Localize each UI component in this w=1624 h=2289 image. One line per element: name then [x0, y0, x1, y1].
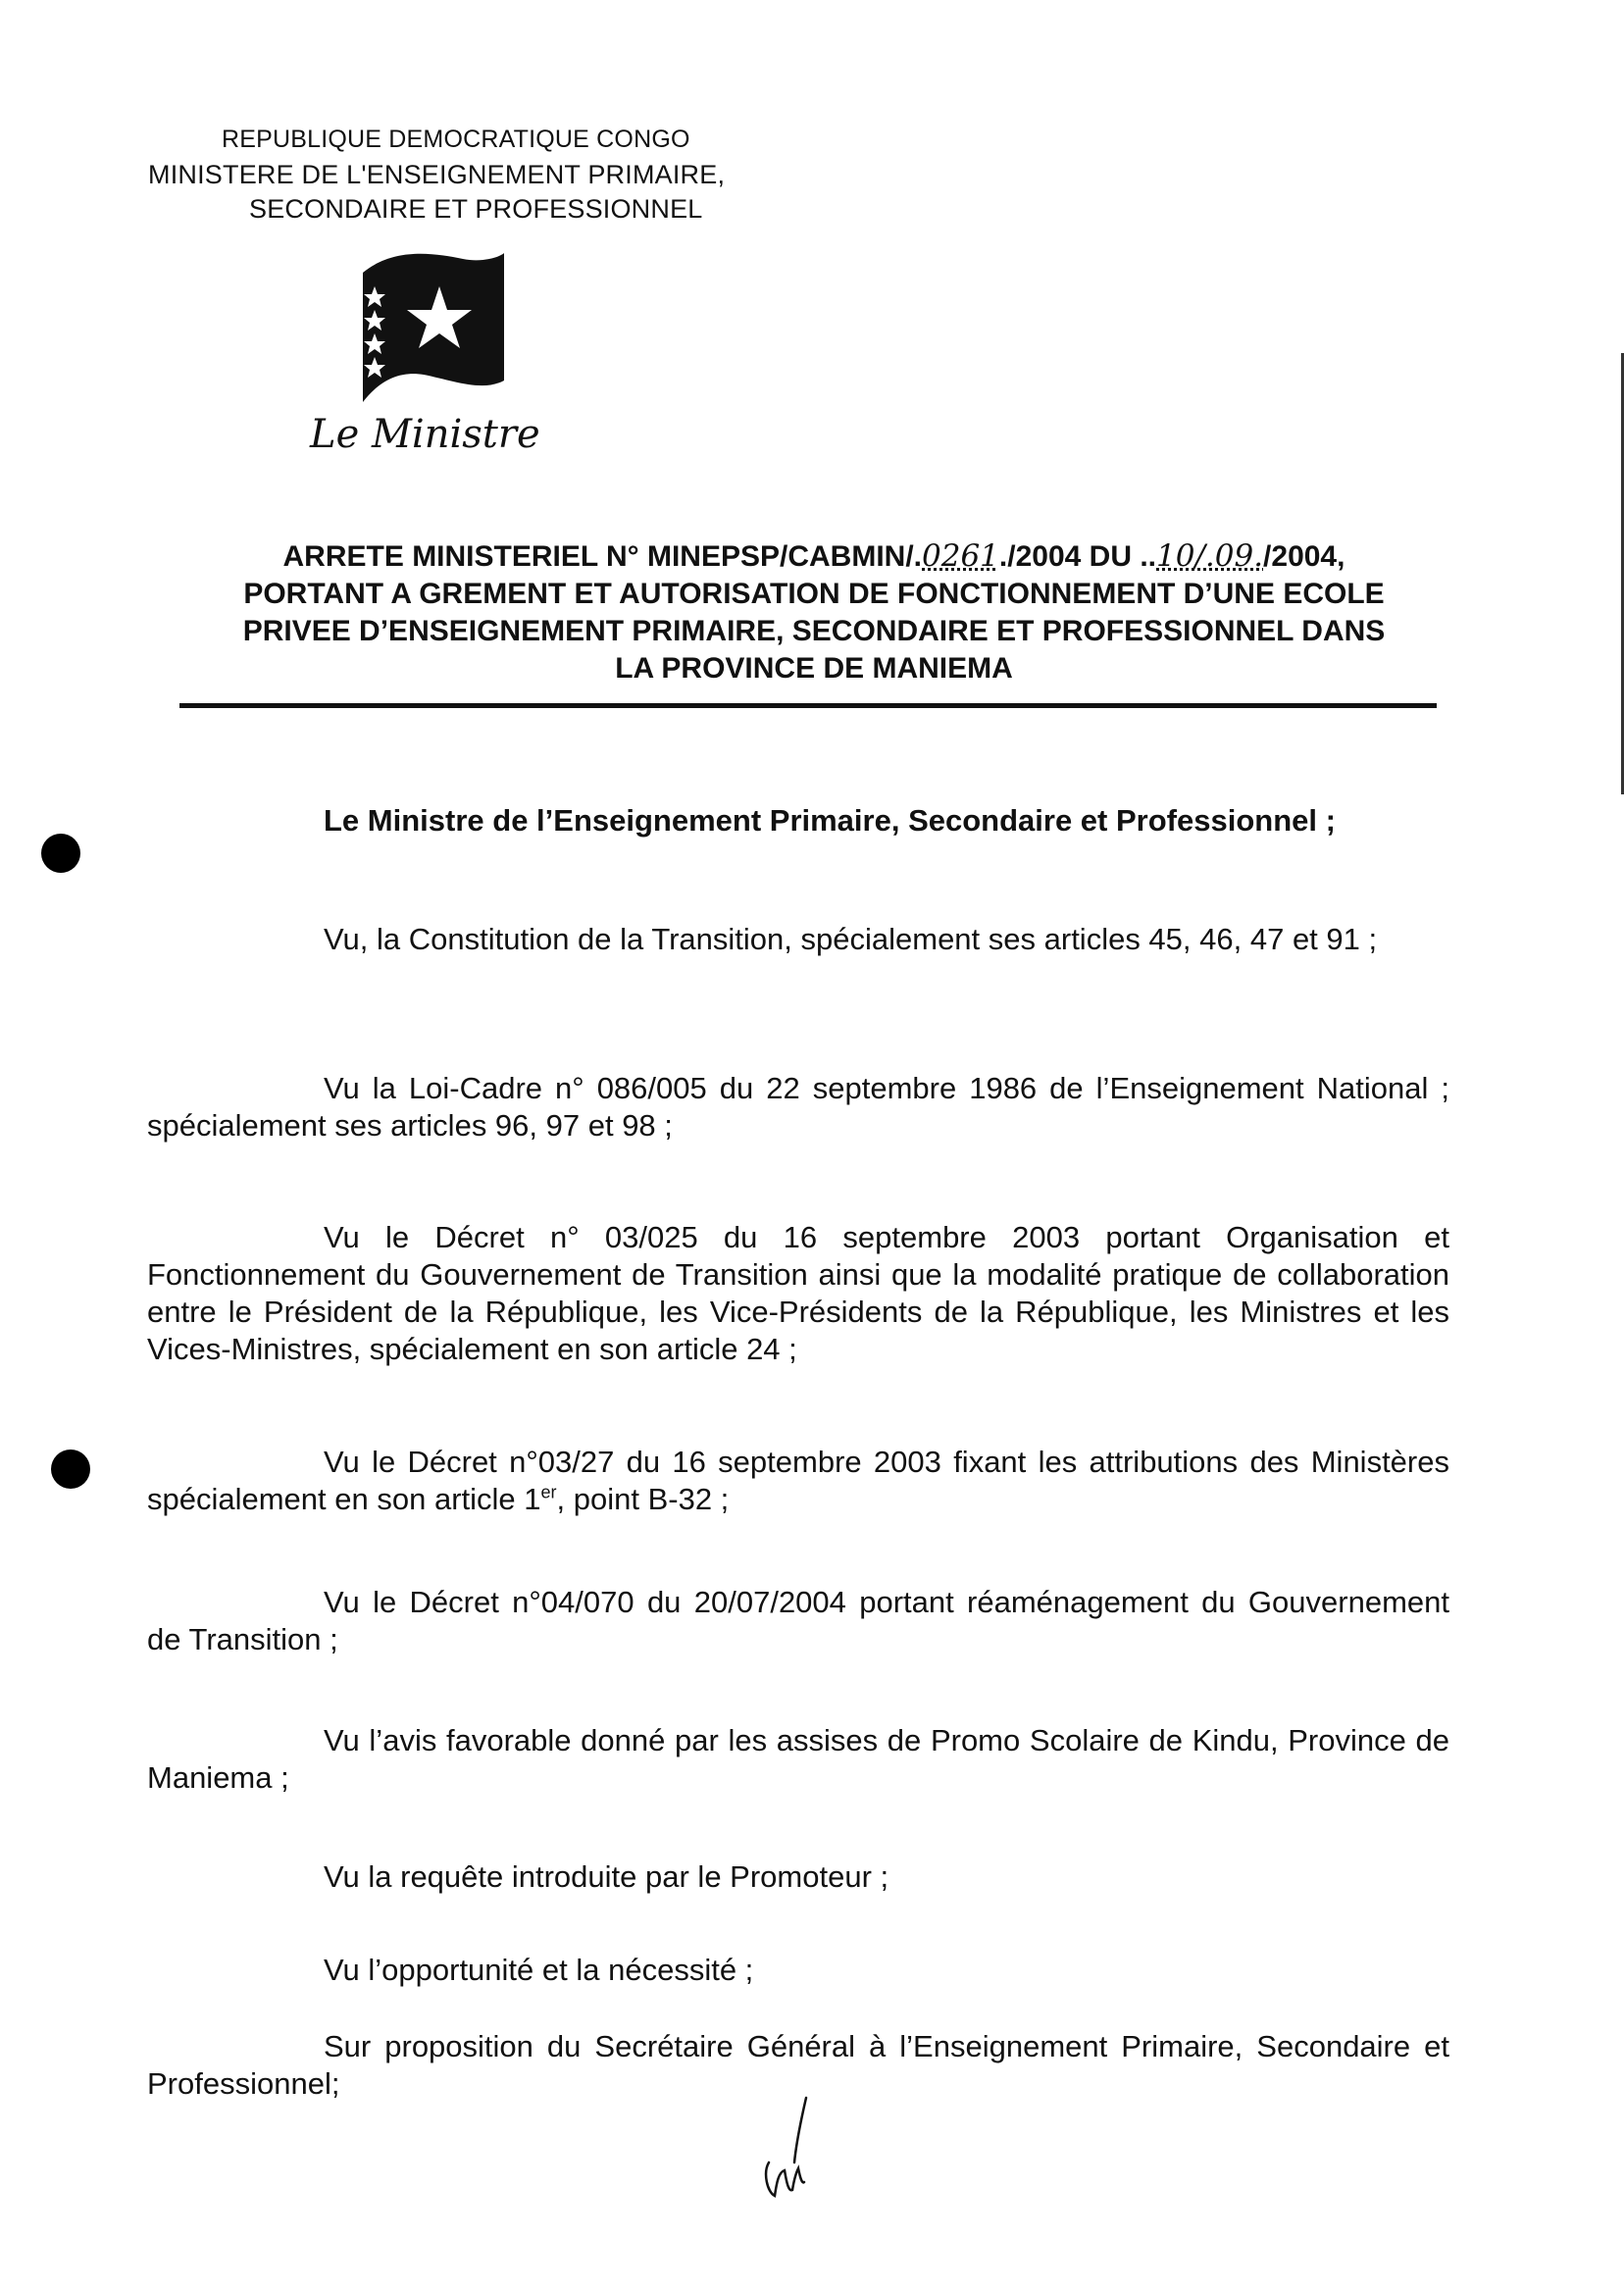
decree-title — [157, 537, 1471, 687]
title-line-3: PRIVEE D’ENSEIGNEMENT PRIMAIRE, SECONDAIRE ET PROFESSIONNEL DANS — [242, 615, 1386, 647]
country-name: REPUBLIQUE DEMOCRATIQUE CONGO — [222, 126, 690, 153]
paragraph-proposition: Sur proposition du Secrétaire Général à l’Enseignement Primaire, Secondaire et Professionnel; — [147, 2029, 1449, 2101]
initials-signature — [745, 2094, 824, 2202]
punch-hole — [41, 834, 80, 873]
paragraph-decret-03-27: Vu le Décret n°03/27 du 16 septembre 2003 fixant les attributions des Ministères spécialement en son article 1er, point B-32 ; — [147, 1445, 1449, 1516]
punch-hole — [51, 1450, 90, 1489]
paragraph-loi-cadre: Vu la Loi-Cadre n° 086/005 du 22 septembre 1986 de l’Enseignement National ; spécialement ses articles 96, 97 et 98 ; — [147, 1071, 1449, 1143]
paragraph-decret-03-025: Vu le Décret n° 03/025 du 16 septembre 2003 portant Organisation et Fonctionnement du Gouvernement de Transition ainsi que la modalité pratique de collaboration entre le Président de la République, les Vice-Présidents de la République, les Ministres et les Vices-Ministres, spécialement en son article 24 ; — [147, 1220, 1449, 1366]
paragraph-decret-04-070: Vu le Décret n°04/070 du 20/07/2004 portant réaménagement du Gouvernement de Transition ; — [147, 1585, 1449, 1656]
paragraph-avis: Vu l’avis favorable donné par les assises de Promo Scolaire de Kindu, Province de Maniema ; — [147, 1723, 1449, 1795]
paragraph-opportunite: Vu l’opportunité et la nécessité ; — [324, 1953, 754, 1987]
signature-title: Le Ministre — [310, 412, 540, 457]
handwritten-date: 10/.09. — [1156, 538, 1264, 574]
title-line-4: LA PROVINCE DE MANIEMA — [615, 652, 1013, 685]
title-line-2: PORTANT A GREMENT ET AUTORISATION DE FONCTIONNEMENT D’UNE ECOLE — [243, 578, 1385, 610]
paragraph-requete: Vu la requête introduite par le Promoteur ; — [324, 1859, 889, 1894]
title-line-1: ARRETE MINISTERIEL N° MINEPSP/CABMIN/.0261./2004 DU ..10/.09./2004, — [282, 538, 1345, 574]
title-underline — [179, 703, 1437, 708]
ministry-line-1: MINISTERE DE L'ENSEIGNEMENT PRIMAIRE, — [148, 160, 726, 189]
preamble: Le Ministre de l’Enseignement Primaire, Secondaire et Professionnel ; — [324, 803, 1336, 838]
paragraph-constitution: Vu, la Constitution de la Transition, spécialement ses articles 45, 46, 47 et 91 ; — [324, 922, 1378, 956]
ministry-line-2: SECONDAIRE ET PROFESSIONNEL — [249, 194, 703, 224]
handwritten-number: 0261 — [922, 538, 999, 574]
flag-star-emblem-icon — [355, 245, 508, 412]
